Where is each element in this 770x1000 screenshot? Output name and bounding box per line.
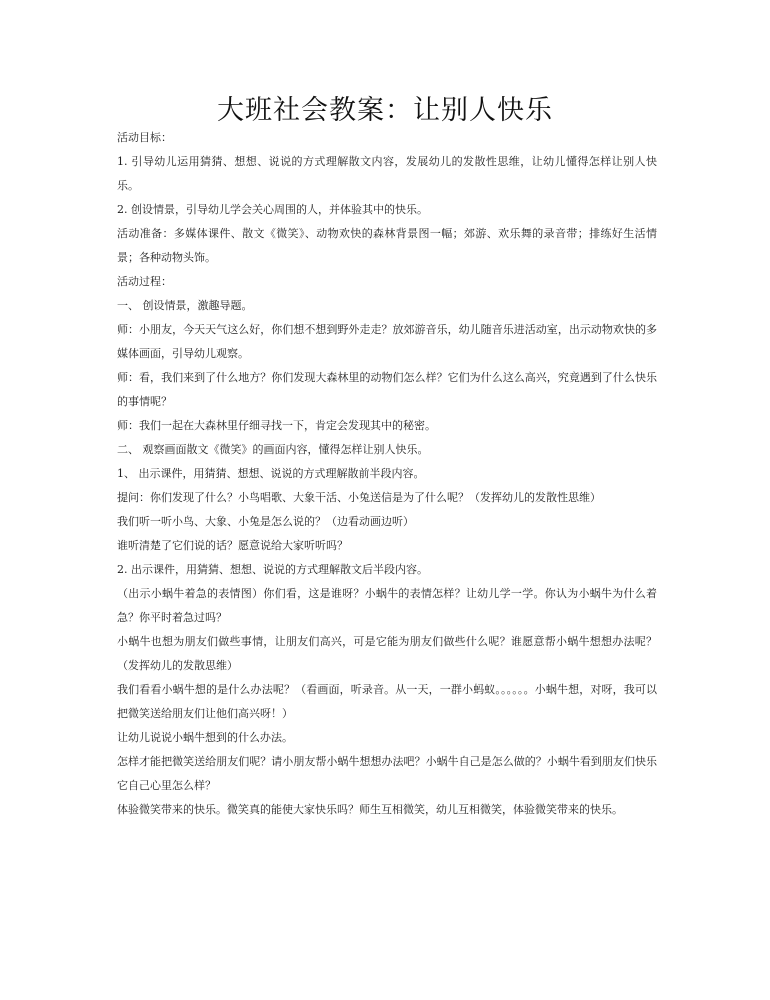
paragraph: 小蜗牛也想为朋友们做些事情，让朋友们高兴，可是它能为朋友们做些什么呢？谁愿意帮小蜗牛想想办法呢？（发挥幼儿的发散思维） (117, 635, 657, 672)
paragraph: 1、 出示课件，用猜猜、想想、说说的方式理解散前半段内容。 (117, 467, 425, 480)
paragraph: 体验微笑带来的快乐。微笑真的能使大家快乐吗？师生互相微笑，幼儿互相微笑，体验微笑带来的快乐。 (117, 803, 623, 816)
paragraph: 提问：你们发现了什么？小鸟唱歌、大象干活、小兔送信是为了什么呢？（发挥幼儿的发散性思维） (117, 491, 601, 504)
document-title: 大班社会教案：让别人快乐 (217, 95, 553, 126)
paragraph: 我们听一听小鸟、大象、小兔是怎么说的？（边看动画边听） (117, 515, 414, 528)
paragraph: 师：小朋友，今天天气这么好，你们想不想到野外走走？放郊游音乐，幼儿随音乐进活动室，出示动物欢快的多媒体画面，引导幼儿观察。 (117, 323, 657, 360)
goal-item-2: 2. 创设情景，引导幼儿学会关心周围的人，并体验其中的快乐。 (117, 203, 428, 216)
paragraph: 怎样才能把微笑送给朋友们呢？请小朋友帮小蜗牛想想办法吧？小蜗牛自己是怎么做的？小蜗牛看到朋友们快乐它自己心里怎么样？ (117, 755, 657, 792)
paragraph: 2. 出示课件，用猜猜、想想、说说的方式理解散文后半段内容。 (117, 563, 428, 576)
process-step-1-heading: 一、 创设情景，激趣导题。 (117, 299, 253, 312)
section-heading-goals: 活动目标： (117, 131, 172, 144)
paragraph: 谁听清楚了它们说的话？愿意说给大家听听吗？ (117, 539, 348, 552)
paragraph: 师：看，我们来到了什么地方？你们发现大森林里的动物们怎么样？它们为什么这么高兴，究竟遇到了什么快乐的事情呢？ (117, 371, 657, 408)
paragraph: 师：我们一起在大森林里仔细寻找一下，肯定会发现其中的秘密。 (117, 419, 436, 432)
paragraph: 我们看看小蜗牛想的是什么办法呢？（看画面，听录音。从一天，一群小蚂蚁。。。。。。小蜗牛想，对呀，我可以把微笑送给朋友们让他们高兴呀！） (117, 683, 657, 720)
paragraph: 让幼儿说说小蜗牛想到的什么办法。 (117, 731, 293, 744)
goal-item-1: 1. 引导幼儿运用猜猜、想想、说说的方式理解散文内容，发展幼儿的发散性思维，让幼儿懂得怎样让别人快乐。 (117, 155, 657, 192)
section-heading-process: 活动过程： (117, 275, 172, 288)
process-step-2-heading: 二、 观察画面散文《微笑》的画面内容，懂得怎样让别人快乐。 (117, 443, 429, 456)
document-body (117, 126, 657, 822)
paragraph: （出示小蜗牛着急的表情图）你们看，这是谁呀？小蜗牛的表情怎样？让幼儿学一学。你认为小蜗牛为什么着急？你平时着急过吗？ (117, 587, 657, 624)
section-preparation: 活动准备：多媒体课件、散文《微笑》、动物欢快的森林背景图一幅；郊游、欢乐舞的录音带；排练好生活情景；各种动物头饰。 (117, 227, 657, 264)
